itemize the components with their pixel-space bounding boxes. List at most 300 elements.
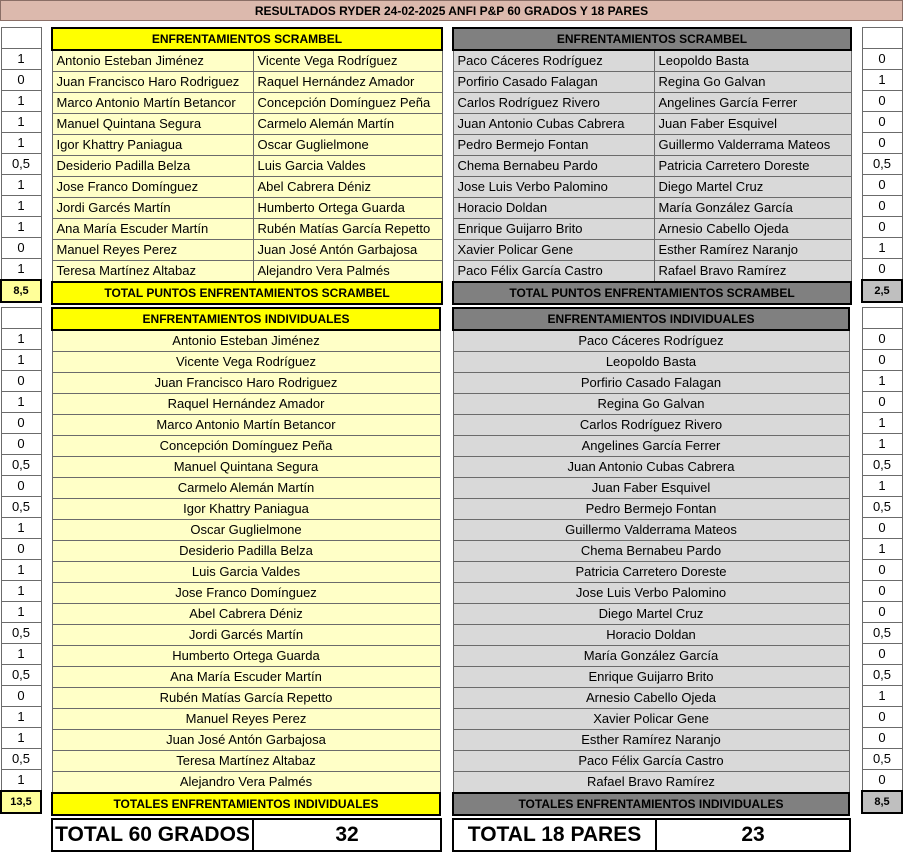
- individual-right-total-label: TOTALES ENFRENTAMIENTOS INDIVIDUALES: [453, 793, 849, 815]
- table-row: [453, 219, 851, 240]
- score-row: [1, 539, 41, 560]
- table-row: [52, 219, 442, 240]
- right-score: 0: [862, 49, 902, 70]
- table-row: [453, 625, 849, 646]
- player-name: Patricia Carretero Doreste: [654, 156, 851, 177]
- table-row: [52, 261, 442, 283]
- table-row: [52, 394, 440, 415]
- player-name: Ana María Escuder Martín: [52, 219, 253, 240]
- individual-right-total: 8,5: [862, 791, 902, 813]
- table-row: [52, 135, 442, 156]
- player-name: Esther Ramírez Naranjo: [654, 240, 851, 261]
- score-row: [1, 497, 41, 518]
- right-score: 0,5: [862, 455, 902, 476]
- score-row: [1, 238, 41, 259]
- player-name: Alejandro Vera Palmés: [253, 261, 442, 283]
- score-row: [862, 707, 902, 728]
- player-name: Guillermo Valderrama Mateos: [453, 520, 849, 541]
- right-score: 0: [862, 196, 902, 217]
- left-score: 1: [1, 707, 41, 728]
- table-row: [52, 93, 442, 114]
- player-name: Humberto Ortega Guarda: [52, 646, 440, 667]
- player-name: Horacio Doldan: [453, 198, 654, 219]
- score-header-spacer: [1, 308, 41, 329]
- right-score: 0: [862, 217, 902, 238]
- score-spacer-cell: [1, 28, 41, 49]
- right-score: 1: [862, 539, 902, 560]
- table-row: [52, 240, 442, 261]
- total-row: [453, 793, 849, 815]
- total-row: [862, 280, 902, 302]
- score-row: [1, 644, 41, 665]
- player-name: Rubén Matías García Repetto: [253, 219, 442, 240]
- table-row: [52, 667, 440, 688]
- score-row: [1, 259, 41, 281]
- left-score: 0,5: [1, 749, 41, 770]
- player-name: Concepción Domínguez Peña: [52, 436, 440, 457]
- player-name: Juan José Antón Garbajosa: [253, 240, 442, 261]
- player-name: Vicente Vega Rodríguez: [253, 50, 442, 72]
- final-right-value: 23: [655, 818, 851, 852]
- score-row: [862, 196, 902, 217]
- player-name: Diego Martel Cruz: [654, 177, 851, 198]
- right-score: 0: [862, 133, 902, 154]
- individual-left-total: 13,5: [1, 791, 41, 813]
- score-row: [1, 91, 41, 112]
- right-score: 0: [862, 91, 902, 112]
- score-spacer-cell: [862, 308, 902, 329]
- right-score: 0,5: [862, 497, 902, 518]
- score-row: [862, 259, 902, 281]
- score-row: [862, 581, 902, 602]
- player-name: Juan Faber Esquivel: [453, 478, 849, 499]
- player-name: Raquel Hernández Amador: [52, 394, 440, 415]
- player-name: Desiderio Padilla Belza: [52, 541, 440, 562]
- score-row: [862, 217, 902, 238]
- table-row: [52, 50, 442, 72]
- player-name: Chema Bernabeu Pardo: [453, 156, 654, 177]
- score-row: [862, 644, 902, 665]
- score-spacer-cell: [1, 308, 41, 329]
- player-name: Guillermo Valderrama Mateos: [654, 135, 851, 156]
- score-row: [1, 707, 41, 728]
- final-left-value: 32: [252, 818, 442, 852]
- score-row: [1, 133, 41, 154]
- player-name: Antonio Esteban Jiménez: [52, 330, 440, 352]
- left-score: 0,5: [1, 623, 41, 644]
- table-row: [453, 478, 849, 499]
- player-name: María González García: [453, 646, 849, 667]
- player-name: Luis Garcia Valdes: [253, 156, 442, 177]
- player-name: Arnesio Cabello Ojeda: [654, 219, 851, 240]
- left-score: 0: [1, 238, 41, 259]
- table-row: [453, 330, 849, 352]
- table-row: [52, 730, 440, 751]
- player-name: Abel Cabrera Déniz: [253, 177, 442, 198]
- score-row: [1, 434, 41, 455]
- scramble-left-table: [51, 27, 443, 305]
- table-row: [52, 198, 442, 219]
- table-row: [52, 709, 440, 730]
- left-score: 0: [1, 371, 41, 392]
- table-row: [453, 751, 849, 772]
- right-score: 0: [862, 728, 902, 749]
- table-row: [453, 352, 849, 373]
- left-score: 1: [1, 728, 41, 749]
- player-name: Oscar Guglielmone: [52, 520, 440, 541]
- player-name: Antonio Esteban Jiménez: [52, 50, 253, 72]
- score-spacer-cell: [862, 28, 902, 49]
- player-name: Concepción Domínguez Peña: [253, 93, 442, 114]
- table-row: [52, 772, 440, 794]
- left-score: 1: [1, 350, 41, 371]
- page-title: RESULTADOS RYDER 24-02-2025 ANFI P&P 60 GRADOS Y 18 PARES: [0, 0, 903, 21]
- score-row: [862, 175, 902, 196]
- left-score: 1: [1, 581, 41, 602]
- table-row: [453, 93, 851, 114]
- table-row: [52, 751, 440, 772]
- score-row: [1, 518, 41, 539]
- player-name: Jordi Garcés Martín: [52, 625, 440, 646]
- player-name: Angelines García Ferrer: [453, 436, 849, 457]
- table-row: [52, 646, 440, 667]
- total-row: [862, 791, 902, 813]
- table-row: [52, 688, 440, 709]
- table-row: [52, 499, 440, 520]
- score-row: [1, 217, 41, 238]
- right-score: 1: [862, 476, 902, 497]
- individual-left-table: [51, 307, 441, 816]
- player-name: Carmelo Alemán Martín: [253, 114, 442, 135]
- score-row: [1, 560, 41, 581]
- right-score: 0: [862, 175, 902, 196]
- score-row: [1, 392, 41, 413]
- player-name: Rubén Matías García Repetto: [52, 688, 440, 709]
- score-row: [862, 154, 902, 175]
- table-row: [52, 478, 440, 499]
- left-score: 0,5: [1, 455, 41, 476]
- left-score: 1: [1, 770, 41, 792]
- player-name: Juan Francisco Haro Rodriguez: [52, 373, 440, 394]
- score-row: [862, 728, 902, 749]
- table-row: [52, 583, 440, 604]
- right-score: 0: [862, 602, 902, 623]
- left-score: 0: [1, 70, 41, 91]
- score-row: [1, 581, 41, 602]
- table-row: [52, 352, 440, 373]
- left-score: 1: [1, 217, 41, 238]
- player-name: Horacio Doldan: [453, 625, 849, 646]
- total-row: [453, 282, 851, 304]
- player-name: Jose Luis Verbo Palomino: [453, 583, 849, 604]
- player-name: Jose Luis Verbo Palomino: [453, 177, 654, 198]
- left-score: 1: [1, 329, 41, 350]
- table-row: [453, 604, 849, 625]
- score-row: [1, 476, 41, 497]
- score-row: [862, 392, 902, 413]
- total-row: [52, 282, 442, 304]
- player-name: Jose Franco Domínguez: [52, 177, 253, 198]
- player-name: Juan Antonio Cubas Cabrera: [453, 457, 849, 478]
- table-row: [52, 177, 442, 198]
- player-name: Paco Félix García Castro: [453, 751, 849, 772]
- table-row: [453, 261, 851, 283]
- left-score: 1: [1, 91, 41, 112]
- player-name: Paco Cáceres Rodríguez: [453, 330, 849, 352]
- score-row: [862, 518, 902, 539]
- table-row: [52, 436, 440, 457]
- player-name: Desiderio Padilla Belza: [52, 156, 253, 177]
- player-name: Diego Martel Cruz: [453, 604, 849, 625]
- table-row: [453, 457, 849, 478]
- total-row: [1, 791, 41, 813]
- score-row: [862, 371, 902, 392]
- player-name: Enrique Guijarro Brito: [453, 667, 849, 688]
- right-score: 1: [862, 434, 902, 455]
- score-row: [1, 413, 41, 434]
- score-row: [862, 49, 902, 70]
- score-row: [862, 623, 902, 644]
- right-score: 0: [862, 644, 902, 665]
- player-name: Luis Garcia Valdes: [52, 562, 440, 583]
- player-name: Enrique Guijarro Brito: [453, 219, 654, 240]
- score-row: [1, 728, 41, 749]
- right-score: 0: [862, 392, 902, 413]
- right-score: 1: [862, 238, 902, 259]
- score-row: [862, 539, 902, 560]
- player-name: Teresa Martínez Altabaz: [52, 261, 253, 283]
- individual-right-header: ENFRENTAMIENTOS INDIVIDUALES: [453, 308, 849, 330]
- score-row: [862, 133, 902, 154]
- player-name: Juan Francisco Haro Rodriguez: [52, 72, 253, 93]
- table-row: [52, 330, 440, 352]
- score-header-spacer: [862, 308, 902, 329]
- scramble-left-total-label: TOTAL PUNTOS ENFRENTAMIENTOS SCRAMBEL: [52, 282, 442, 304]
- table-row: [453, 541, 849, 562]
- score-row: [1, 154, 41, 175]
- score-row: [1, 371, 41, 392]
- right-score: 0: [862, 581, 902, 602]
- left-score: 1: [1, 196, 41, 217]
- table-row: [52, 625, 440, 646]
- player-name: Carmelo Alemán Martín: [52, 478, 440, 499]
- right-score: 1: [862, 371, 902, 392]
- player-name: Arnesio Cabello Ojeda: [453, 688, 849, 709]
- table-row: [453, 135, 851, 156]
- table-row: [52, 520, 440, 541]
- player-name: Porfirio Casado Falagan: [453, 373, 849, 394]
- table-row: [453, 198, 851, 219]
- right-score: 0: [862, 259, 902, 281]
- player-name: Pedro Bermejo Fontan: [453, 135, 654, 156]
- player-name: Oscar Guglielmone: [253, 135, 442, 156]
- right-score: 0: [862, 560, 902, 581]
- left-score: 0,5: [1, 665, 41, 686]
- player-name: Teresa Martínez Altabaz: [52, 751, 440, 772]
- right-score: 0,5: [862, 154, 902, 175]
- table-row: [453, 646, 849, 667]
- right-score: 0: [862, 770, 902, 792]
- player-name: Regina Go Galvan: [654, 72, 851, 93]
- score-header-spacer: [862, 28, 902, 49]
- player-name: Patricia Carretero Doreste: [453, 562, 849, 583]
- player-name: Paco Cáceres Rodríguez: [453, 50, 654, 72]
- score-row: [862, 70, 902, 91]
- scramble-left-scores: [0, 27, 42, 303]
- table-row: [52, 541, 440, 562]
- player-name: Igor Khattry Paniagua: [52, 135, 253, 156]
- final-left-label: TOTAL 60 GRADOS: [51, 818, 254, 852]
- score-row: [862, 749, 902, 770]
- table-row: [52, 457, 440, 478]
- individual-right-table: [452, 307, 850, 816]
- score-row: [862, 602, 902, 623]
- right-score: 0: [862, 518, 902, 539]
- table-row: [453, 709, 849, 730]
- score-row: [862, 329, 902, 350]
- score-row: [1, 686, 41, 707]
- individual-left-total-label: TOTALES ENFRENTAMIENTOS INDIVIDUALES: [52, 793, 440, 815]
- left-score: 1: [1, 49, 41, 70]
- table-row: [453, 156, 851, 177]
- player-name: Raquel Hernández Amador: [253, 72, 442, 93]
- right-score: 0: [862, 350, 902, 371]
- total-row: [1, 280, 41, 302]
- player-name: Marco Antonio Martín Betancor: [52, 93, 253, 114]
- score-row: [1, 623, 41, 644]
- left-score: 1: [1, 259, 41, 281]
- scramble-right-table: [452, 27, 852, 305]
- table-row: [453, 72, 851, 93]
- table-row: [52, 562, 440, 583]
- table-row: [453, 373, 849, 394]
- left-score: 1: [1, 112, 41, 133]
- score-row: [1, 49, 41, 70]
- table-row: [52, 604, 440, 625]
- score-row: [1, 350, 41, 371]
- player-name: Jose Franco Domínguez: [52, 583, 440, 604]
- player-name: Jordi Garcés Martín: [52, 198, 253, 219]
- score-row: [1, 602, 41, 623]
- table-row: [453, 583, 849, 604]
- player-name: Abel Cabrera Déniz: [52, 604, 440, 625]
- player-name: Humberto Ortega Guarda: [253, 198, 442, 219]
- player-name: María González García: [654, 198, 851, 219]
- table-row: [453, 50, 851, 72]
- left-score: 1: [1, 392, 41, 413]
- right-score: 0: [862, 329, 902, 350]
- table-row: [453, 415, 849, 436]
- table-row: [453, 688, 849, 709]
- scramble-left-total: 8,5: [1, 280, 41, 302]
- player-name: Alejandro Vera Palmés: [52, 772, 440, 794]
- score-row: [862, 770, 902, 792]
- score-row: [862, 91, 902, 112]
- player-name: Juan Antonio Cubas Cabrera: [453, 114, 654, 135]
- left-score: 1: [1, 644, 41, 665]
- player-name: Leopoldo Basta: [654, 50, 851, 72]
- right-score: 1: [862, 413, 902, 434]
- score-row: [862, 238, 902, 259]
- total-row: [52, 793, 440, 815]
- right-score: 0: [862, 707, 902, 728]
- player-name: Xavier Policar Gene: [453, 709, 849, 730]
- player-name: Esther Ramírez Naranjo: [453, 730, 849, 751]
- table-row: [453, 436, 849, 457]
- left-score: 1: [1, 175, 41, 196]
- player-name: Manuel Quintana Segura: [52, 457, 440, 478]
- right-score: 0,5: [862, 665, 902, 686]
- table-row: [52, 373, 440, 394]
- player-name: Manuel Reyes Perez: [52, 709, 440, 730]
- player-name: Xavier Policar Gene: [453, 240, 654, 261]
- score-row: [1, 196, 41, 217]
- score-row: [862, 455, 902, 476]
- player-name: Paco Félix García Castro: [453, 261, 654, 283]
- player-name: Leopoldo Basta: [453, 352, 849, 373]
- table-row: [453, 520, 849, 541]
- table-row: [453, 499, 849, 520]
- player-name: Juan José Antón Garbajosa: [52, 730, 440, 751]
- table-row: [52, 156, 442, 177]
- player-name: Chema Bernabeu Pardo: [453, 541, 849, 562]
- table-row: [52, 72, 442, 93]
- table-row: [453, 772, 849, 794]
- player-name: Angelines García Ferrer: [654, 93, 851, 114]
- score-row: [1, 749, 41, 770]
- player-name: Vicente Vega Rodríguez: [52, 352, 440, 373]
- score-row: [1, 665, 41, 686]
- left-score: 0,5: [1, 154, 41, 175]
- player-name: Juan Faber Esquivel: [654, 114, 851, 135]
- score-row: [1, 70, 41, 91]
- player-name: Carlos Rodríguez Rivero: [453, 415, 849, 436]
- left-score: 1: [1, 518, 41, 539]
- final-right-label: TOTAL 18 PARES: [452, 818, 657, 852]
- left-score: 0: [1, 539, 41, 560]
- left-score: 1: [1, 133, 41, 154]
- score-row: [1, 329, 41, 350]
- table-row: [453, 394, 849, 415]
- right-score: 0: [862, 112, 902, 133]
- player-name: Manuel Reyes Perez: [52, 240, 253, 261]
- table-row: [52, 415, 440, 436]
- left-score: 0,5: [1, 497, 41, 518]
- score-row: [862, 350, 902, 371]
- left-score: 0: [1, 686, 41, 707]
- score-row: [862, 497, 902, 518]
- scramble-right-header: ENFRENTAMIENTOS SCRAMBEL: [453, 28, 851, 50]
- score-row: [1, 175, 41, 196]
- score-header-spacer: [1, 28, 41, 49]
- score-row: [862, 665, 902, 686]
- right-score: 0,5: [862, 749, 902, 770]
- player-name: Manuel Quintana Segura: [52, 114, 253, 135]
- player-name: Pedro Bermejo Fontan: [453, 499, 849, 520]
- player-name: Porfirio Casado Falagan: [453, 72, 654, 93]
- score-row: [1, 112, 41, 133]
- table-row: [453, 562, 849, 583]
- player-name: Marco Antonio Martín Betancor: [52, 415, 440, 436]
- table-row: [453, 114, 851, 135]
- player-name: Rafael Bravo Ramírez: [453, 772, 849, 794]
- scramble-left-header: ENFRENTAMIENTOS SCRAMBEL: [52, 28, 442, 50]
- score-row: [862, 413, 902, 434]
- table-row: [453, 667, 849, 688]
- score-row: [1, 455, 41, 476]
- player-name: Igor Khattry Paniagua: [52, 499, 440, 520]
- table-row: [52, 114, 442, 135]
